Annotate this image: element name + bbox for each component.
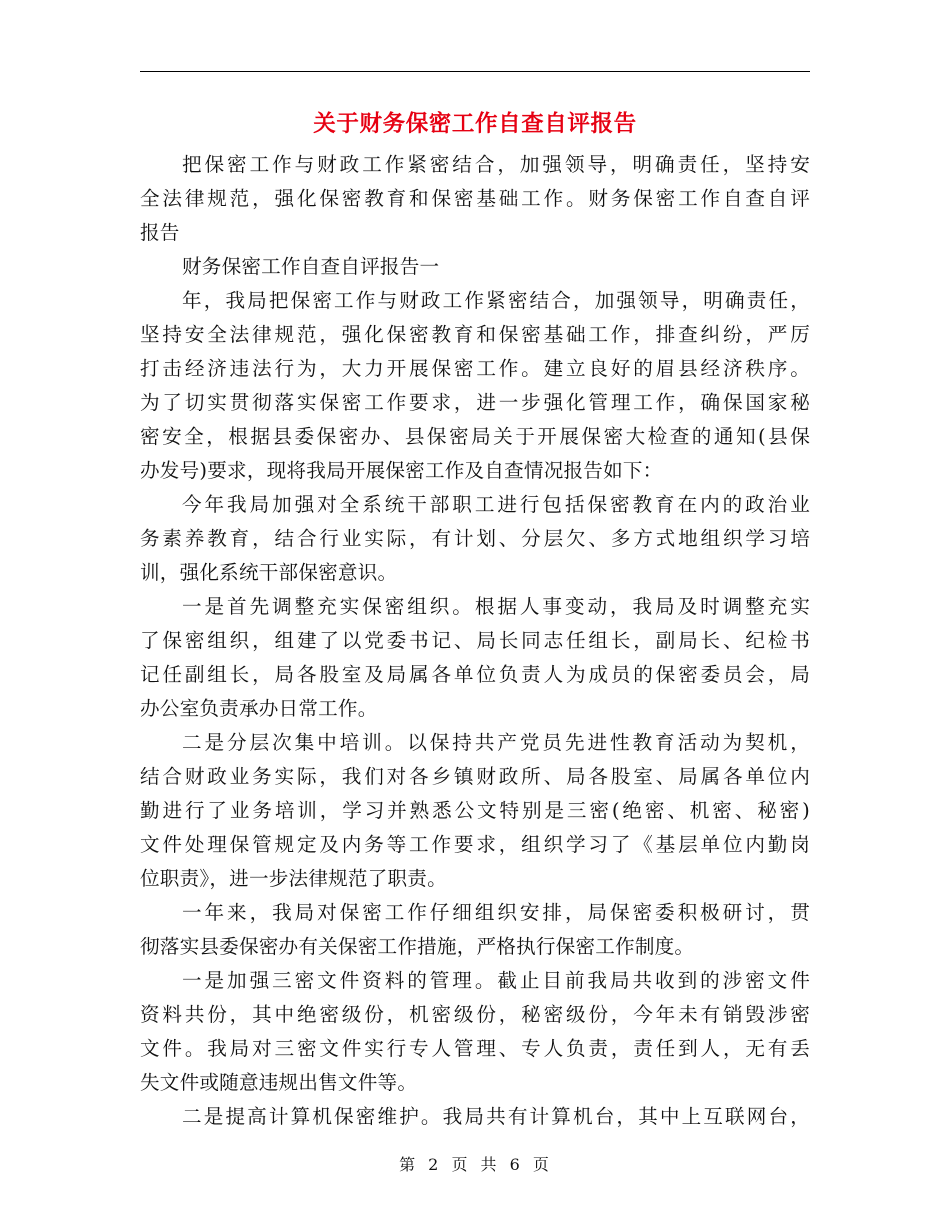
text-line: 二是分层次集中培训。以保持共产党员先进性教育活动为契机，	[182, 731, 810, 754]
text-line: 办发号)要求，现将我局开展保密工作及自查情况报告如下：	[140, 459, 663, 482]
page-number: 第 2 页 共 6 页	[399, 1155, 551, 1174]
text-line: 把保密工作与财政工作紧密结合，加强领导，明确责任，坚持安	[182, 153, 810, 176]
text-line: 打击经济违法行为，大力开展保密工作。建立良好的眉县经济秩序。	[140, 357, 810, 380]
text-line: 文件。我局对三密文件实行专人管理、专人负责，责任到人，无有丢	[140, 1037, 810, 1060]
document-title: 关于财务保密工作自查自评报告	[313, 111, 637, 137]
text-line: 今年我局加强对全系统干部职工进行包括保密教育在内的政治业	[182, 493, 810, 516]
text-line: 财务保密工作自查自评报告一	[182, 255, 440, 278]
text-line: 训，强化系统干部保密意识。	[140, 561, 398, 584]
text-line: 报告	[140, 221, 180, 244]
text-line: 记任副组长，局各股室及局属各单位负责人为成员的保密委员会，局	[140, 663, 810, 686]
text-line: 结合财政业务实际，我们对各乡镇财政所、局各股室、局属各单位内	[140, 765, 810, 788]
text-line: 二是提高计算机保密维护。我局共有计算机台，其中上互联网台，	[182, 1105, 810, 1128]
text-line: 彻落实县委保密办有关保密工作措施，严格执行保密工作制度。	[140, 935, 695, 958]
text-line: 一是首先调整充实保密组织。根据人事变动，我局及时调整充实	[182, 595, 810, 618]
text-line: 了保密组织，组建了以党委书记、局长同志任组长，副局长、纪检书	[140, 629, 810, 652]
text-line: 密安全，根据县委保密办、县保密局关于开展保密大检查的通知(县保	[140, 425, 810, 448]
text-line: 失文件或随意违规出售文件等。	[140, 1071, 418, 1094]
text-line: 一年来，我局对保密工作仔细组织安排，局保密委积极研讨，贯	[182, 901, 810, 924]
text-line: 坚持安全法律规范，强化保密教育和保密基础工作，排查纠纷，严厉	[140, 323, 810, 346]
text-line: 资料共份，其中绝密级份，机密级份，秘密级份，今年未有销毁涉密	[140, 1003, 810, 1026]
text-line: 办公室负责承办日常工作。	[140, 697, 378, 720]
text-line: 全法律规范，强化保密教育和保密基础工作。财务保密工作自查自评	[140, 187, 810, 210]
text-line: 位职责》，进一步法律规范了职责。	[140, 867, 447, 890]
document-body	[140, 148, 810, 1134]
text-line: 务素养教育，结合行业实际，有计划、分层欠、多方式地组织学习培	[140, 527, 810, 550]
text-line: 年，我局把保密工作与财政工作紧密结合，加强领导，明确责任，	[182, 289, 810, 312]
text-line: 为了切实贯彻落实保密工作要求，进一步强化管理工作，确保国家秘	[140, 391, 810, 414]
text-line: 文件处理保管规定及内务等工作要求，组织学习了《基层单位内勤岗	[140, 833, 810, 856]
text-line: 勤进行了业务培训，学习并熟悉公文特别是三密(绝密、机密、秘密)	[140, 799, 810, 822]
header-rule	[140, 71, 810, 72]
text-line: 一是加强三密文件资料的管理。截止目前我局共收到的涉密文件	[182, 969, 810, 992]
